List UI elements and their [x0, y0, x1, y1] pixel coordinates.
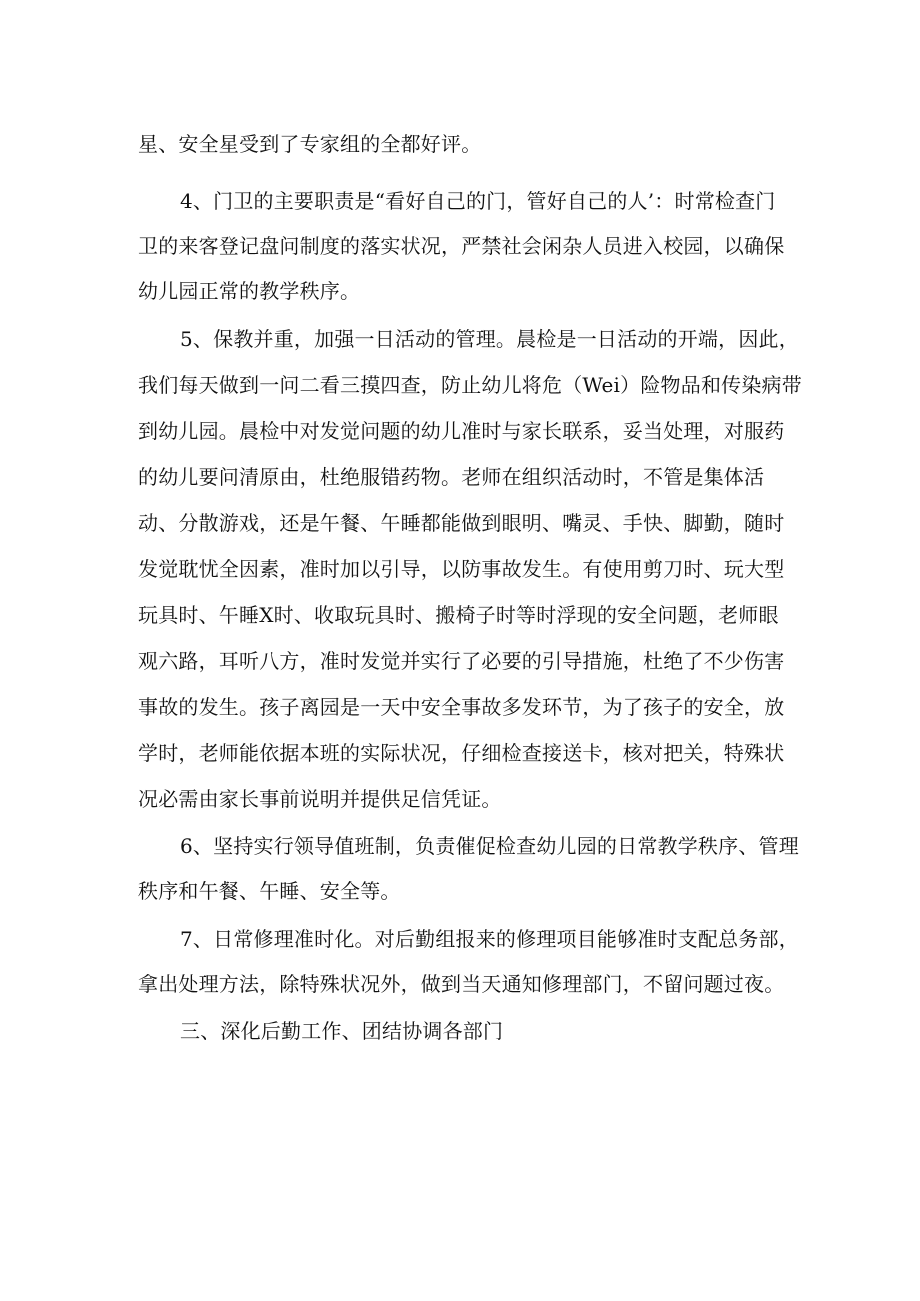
text-line: 7、日常修理准时化。对后勤组报来的修理项目能够准时支配总务部， — [180, 927, 799, 951]
text-line: 到幼儿园。晨检中对发觉问题的幼儿准时与家长联系，妥当处理，对服药 — [138, 419, 785, 443]
text-line: 卫的来客登记盘问制度的落实状况，严禁社会闲杂人员进入校园，以确保 — [138, 234, 785, 258]
text-line: 学时，老师能依据本班的实际状况，仔细检查接送卡，核对把关，特殊状 — [138, 741, 785, 765]
text-line: 动、分散游戏，还是午餐、午睡都能做到眼明、嘴灵、手快、脚勤，随时 — [138, 511, 785, 535]
text-line: 5、保教并重，加强一日活动的管理。晨检是一日活动的开端，因此， — [180, 327, 799, 351]
text-line: 4、门卫的主要职责是“看好自己的门，管好自己的人’：时常检查门 — [180, 189, 776, 213]
text-line: 秩序和午餐、午睡、安全等。 — [138, 879, 401, 903]
text-line: 6、坚持实行领导值班制，负责催促检查幼儿园的日常教学秩序、管理 — [180, 834, 799, 858]
section-heading: 三、深化后勤工作、团结协调各部门 — [180, 1019, 504, 1043]
text-line: 幼儿园正常的教学秩序。 — [138, 279, 361, 303]
text-line: 事故的发生。孩子离园是一天中安全事故多发环节，为了孩子的安全，放 — [138, 695, 785, 719]
text-line: 拿出处理方法，除特殊状况外，做到当天通知修理部门，不留问题过夜。 — [138, 972, 785, 996]
text-line: 的幼儿要问清原由，杜绝服错药物。老师在组织活动时，不管是集体活 — [138, 465, 765, 489]
text-line: 我们每天做到一问二看三摸四查，防止幼儿将危（Wei）险物品和传染病带 — [138, 373, 802, 397]
text-line: 星、安全星受到了专家组的全都好评。 — [138, 132, 482, 156]
text-line: 观六路，耳听八方，准时发觉并实行了必要的引导措施，杜绝了不少伤害 — [138, 649, 785, 673]
text-line: 玩具时、午睡X时、收取玩具时、搬椅子时等时浮现的安全问题，老师眼 — [138, 603, 779, 627]
text-line: 发觉耽忧全因素，准时加以引导，以防事故发生。有使用剪刀时、玩大型 — [138, 557, 785, 581]
text-line: 况必需由家长事前说明并提供足信凭证。 — [138, 787, 502, 811]
